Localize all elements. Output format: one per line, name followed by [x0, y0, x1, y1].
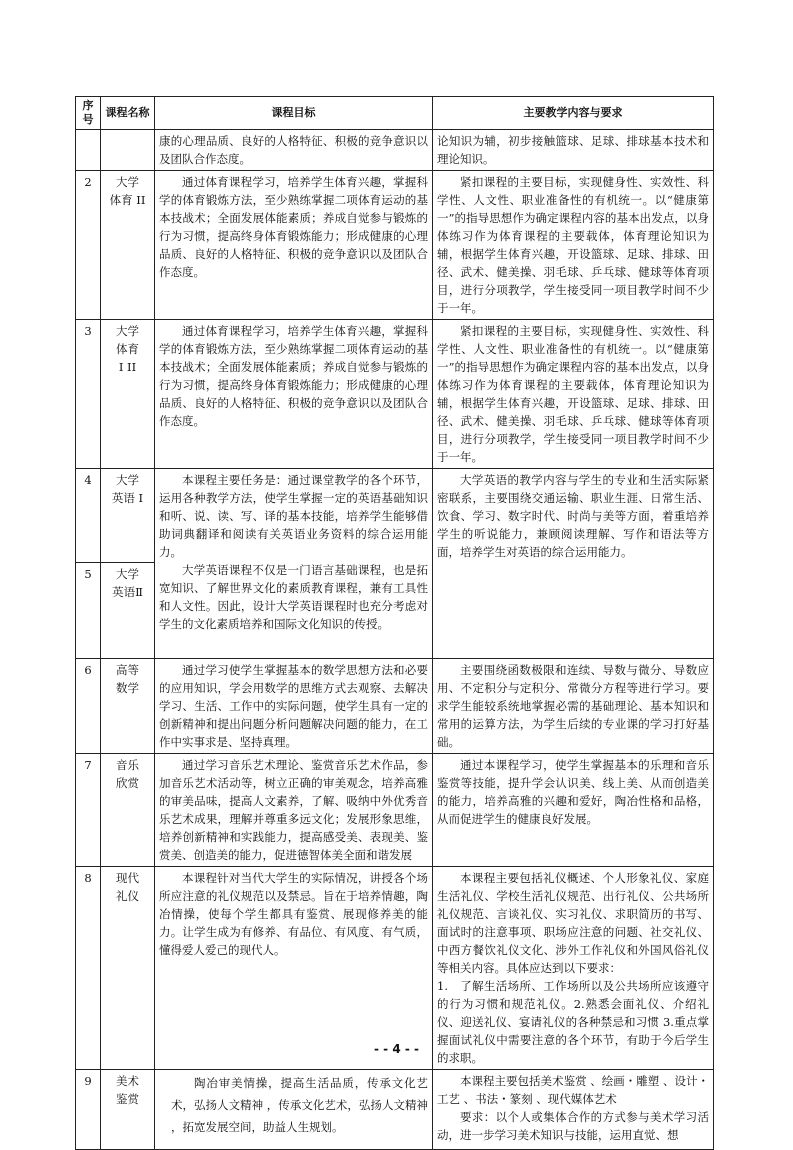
cont-content: 论知识为辅，初步接触篮球、足球、排球基本技术和理论知识。 [433, 130, 714, 171]
course-name-line: 大学 [116, 175, 139, 189]
cont-goal: 康的心理品质、良好的人格特征、积极的竞争意识以及团队合作态度。 [155, 130, 433, 171]
content-p1: 本课程主要包括礼仪概述、个人形象礼仪、家庭生活礼仪、学校生活礼仪规范、出行礼仪、公共场所礼仪规范、言谈礼仪、实习礼仪、求职简历的书写、面试时的注意事项、职场应注意的问题、社交礼仪、中西方餐饮礼仪文化、涉外工作礼仪和外国风俗礼仪等相关内容。具体应达到以下要求： [437, 871, 709, 975]
course-name-line: 体育 [116, 342, 139, 356]
header-content: 主要教学内容与要求 [433, 97, 714, 130]
course-name-line: 现代 [116, 871, 139, 885]
row-num: 5 [76, 563, 101, 659]
row-course-name [101, 659, 155, 754]
table-row [76, 320, 714, 469]
row-course-name [101, 469, 155, 563]
row-content [433, 320, 714, 469]
english-goal-p2: 大学英语课程不仅是一门语言基础课程，也是拓宽知识、了解世界文化的素质教育课程，兼有工具性和人文性。因此，设计大学英语课程时也充分考虑对学生的文化素质培养和国际文化知识的传授。 [159, 563, 428, 631]
course-name-line: 高等 [116, 663, 139, 677]
row-goal [155, 171, 433, 320]
content-text: 紧扣课程的主要目标，实现健身性、实效性、科学性、人文性、职业准备性的有机统一。以“健康第一”的指导思想作为确定课程内容的基本出发点，以身体练习作为体育课程的主要载体，体育理论知识为辅，根据学生体育兴趣，开设篮球、足球、排球、田径、武术、健美操、羽毛球、乒乓球、健球等体育项目，进行分项教学，学生接受同一项目教学时间不少于一年。 [437, 324, 709, 464]
header-num: 序号 [76, 97, 101, 130]
row-content [433, 867, 714, 1070]
course-name-line: 英语Ⅱ [112, 585, 143, 599]
goal-text: 通过学习使学生掌握基本的数学思想方法和必要的应用知识，学会用数学的思维方式去观察、去解决学习、生活、工作中的实际问题，使学生具有一定的创新精神和提出问题分析问题解决问题的能力，在工作中实事求是、坚持真理。 [159, 663, 428, 749]
goal-text: 本课程针对当代大学生的实际情况，讲授各个场所应注意的礼仪规范以及禁忌。旨在于培养情趣，陶冶情操，使每个学生都具有鉴赏、展现修养美的能力。让学生成为有修养、有品位、有风度、有气质，懂得爱人爱己的现代人。 [159, 871, 428, 957]
page-number: - - 4 - - [374, 1042, 419, 1056]
row-goal [155, 320, 433, 469]
goal-text: 陶冶审美情操，提高生活品质，传承文化艺术，弘扬人文精神 ，传承文化艺术，弘扬人文精神 ，拓宽发展空间，助益人生规划。 [171, 1076, 428, 1134]
course-name-line: 数学 [116, 681, 139, 695]
course-table [75, 96, 714, 1150]
course-name-line: 音乐 [116, 758, 139, 772]
course-name-line: 美术 [116, 1074, 139, 1088]
english-goal [155, 469, 433, 659]
content-p2: 1. 了解生活场所、工作场所以及公共场所应该遵守的行为习惯和规范礼仪。2.熟悉会面礼仪、介绍礼仪、迎送礼仪、宴请礼仪的各种禁忌和习惯 3.重点掌握面试礼仪中需要注意的各个环节，有助于今后学生的求职。 [437, 979, 709, 1065]
table-row [76, 659, 714, 754]
header-name: 课程名称 [101, 97, 155, 130]
row-course-name [101, 171, 155, 320]
course-name-line: 欣赏 [116, 776, 139, 790]
content-p2: 要求：以个人或集体合作的方式参与美术学习活动，进一步学习美术知识与技能，运用直觉、想 [437, 1110, 709, 1142]
table-row [76, 1070, 714, 1150]
row-content [433, 754, 714, 867]
continuation-row [76, 130, 714, 171]
row-content [433, 1070, 714, 1150]
row-num: 4 [76, 469, 101, 563]
english-goal-p1: 本课程主要任务是：通过课堂教学的各个环节，运用各种教学方法，使学生掌握一定的英语基础知识和听、说、读、写、译的基本技能，培养学生能够借助词典翻译和阅读有关英语业务资料的综合运用能力。 [159, 473, 428, 559]
header-goal: 课程目标 [155, 97, 433, 130]
row-num: 8 [76, 867, 101, 1070]
row-content [433, 659, 714, 754]
row-goal [155, 867, 433, 1070]
course-name-line: 大学 [116, 324, 139, 338]
row-course-name [101, 1070, 155, 1150]
row-content [433, 171, 714, 320]
row-num: 7 [76, 754, 101, 867]
row-course-name [101, 754, 155, 867]
table-row [76, 867, 714, 1070]
course-name-line: 体育 II [109, 193, 146, 207]
course-name-line: 英语 I [111, 491, 144, 505]
row-goal [155, 754, 433, 867]
course-name-line: I II [118, 360, 137, 374]
english-content [433, 469, 714, 659]
content-text: 通过本课程学习，使学生掌握基本的乐理和音乐鉴赏等技能，提升学会认识美、线上美、从而创造美的能力，培养高雅的兴趣和爱好，陶冶性格和品格，从而促进学生的健康良好发展。 [437, 758, 709, 826]
header-row [76, 97, 714, 130]
row-num: 6 [76, 659, 101, 754]
table-row [76, 469, 714, 563]
content-text: 主要围绕函数极限和连续、导数与微分、导数应用、不定积分与定积分、常微分方程等进行学习。要求学生能较系统地掌握必需的基础理论、基本知识和常用的运算方法，为学生后续的专业课的学习打好基础。 [437, 663, 709, 749]
row-goal [155, 1070, 433, 1150]
goal-text: 通过学习音乐艺术理论、鉴赏音乐艺术作品，参加音乐艺术活动等，树立正确的审美观念，培养高雅的审美品味，提高人文素养，了解、吸纳中外优秀音乐艺术成果，理解并尊重多远文化；发展形象思维，培养创新精神和实践能力，提高感受美、表现美、鉴赏美、创造美的能力，促进德智体美全面和谐发展 [159, 758, 428, 862]
cont-name [101, 130, 155, 171]
table-row [76, 171, 714, 320]
goal-text: 通过体育课程学习，培养学生体育兴趣，掌握科学的体育锻炼方法，至少熟练掌握二项体育运动的基本技战术；全面发展体能素质；养成自觉参与锻炼的行为习惯，提高终身体育锻炼能力；形成健康的心理品质、良好的人格特征、积极的竞争意识以及团队合作态度。 [159, 324, 428, 428]
content-text: 紧扣课程的主要目标，实现健身性、实效性、科学性、人文性、职业准备性的有机统一。以“健康第一”的指导思想作为确定课程内容的基本出发点，以身体练习作为体育课程的主要载体，体育理论知识为辅，根据学生体育兴趣，开设篮球、足球、排球、田径、武术、健美操、羽毛球、乒乓球、健球等体育项目，进行分项教学，学生接受同一项目教学时间不少于一年。 [437, 175, 709, 315]
row-course-name [101, 320, 155, 469]
row-goal [155, 659, 433, 754]
row-course-name [101, 563, 155, 659]
row-num: 3 [76, 320, 101, 469]
table-row [76, 754, 714, 867]
row-num: 9 [76, 1070, 101, 1150]
course-name-line: 鉴赏 [116, 1092, 139, 1106]
course-name-line: 大学 [116, 567, 139, 581]
english-content-text: 大学英语的教学内容与学生的专业和生活实际紧密联系，主要围绕交通运输、职业生涯、日常生活、饮食、学习、数字时代、时尚与美等方面，着重培养学生的听说能力，兼顾阅读理解、写作和语法等方面，培养学生对英语的综合运用能力。 [437, 473, 709, 559]
course-name-line: 礼仪 [116, 889, 139, 903]
row-num: 2 [76, 171, 101, 320]
course-name-line: 大学 [116, 473, 139, 487]
content-p1: 本课程主要包括美术鉴赏 、绘画・雕塑 、设计・工艺 、书法・篆刻 、现代媒体艺术 [437, 1074, 709, 1106]
goal-text: 通过体育课程学习，培养学生体育兴趣，掌握科学的体育锻炼方法，至少熟练掌握二项体育运动的基本技战术；全面发展体能素质；养成自觉参与锻炼的行为习惯，提高终身体育锻炼能力；形成健康的心理品质、良好的人格特征、积极的竞争意识以及团队合作态度。 [159, 175, 428, 279]
cont-num [76, 130, 101, 171]
row-course-name [101, 867, 155, 1070]
